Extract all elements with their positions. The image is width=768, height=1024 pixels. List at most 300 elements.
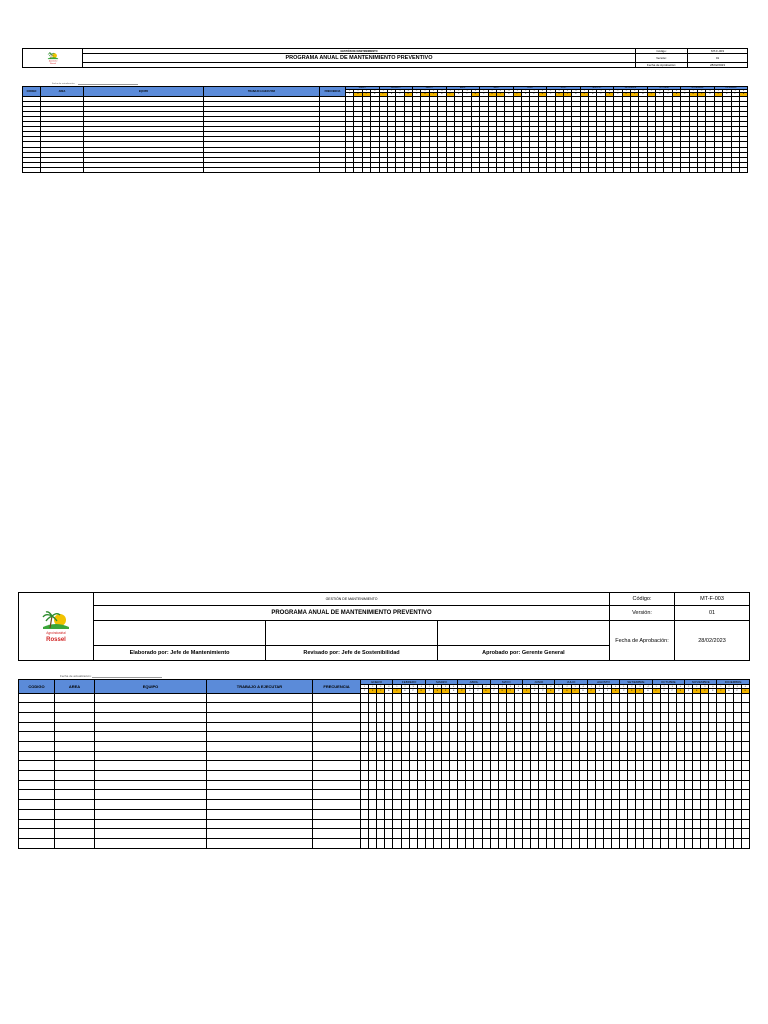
table-cell[interactable] <box>207 819 313 829</box>
week-cell[interactable] <box>482 780 490 790</box>
week-cell[interactable] <box>725 703 733 713</box>
week-cell[interactable] <box>438 167 446 172</box>
week-cell[interactable] <box>733 809 741 819</box>
week-cell[interactable] <box>652 751 660 761</box>
week-cell[interactable] <box>701 693 709 703</box>
week-cell[interactable] <box>628 712 636 722</box>
week-cell[interactable] <box>639 167 647 172</box>
week-cell[interactable] <box>628 838 636 848</box>
week-cell[interactable] <box>393 809 401 819</box>
week-cell[interactable] <box>717 771 725 781</box>
week-cell[interactable] <box>612 732 620 742</box>
week-cell[interactable] <box>571 800 579 810</box>
week-cell[interactable] <box>361 722 369 732</box>
week-cell[interactable] <box>442 819 450 829</box>
week-cell[interactable] <box>676 819 684 829</box>
week-cell[interactable] <box>506 790 514 800</box>
week-cell[interactable] <box>676 693 684 703</box>
week-cell[interactable] <box>547 838 555 848</box>
week-cell[interactable] <box>450 790 458 800</box>
table-cell[interactable] <box>207 751 313 761</box>
week-cell[interactable] <box>603 751 611 761</box>
week-cell[interactable] <box>361 751 369 761</box>
week-cell[interactable] <box>555 732 563 742</box>
week-cell[interactable] <box>676 732 684 742</box>
week-cell[interactable] <box>595 732 603 742</box>
week-cell[interactable] <box>733 742 741 752</box>
week-cell[interactable] <box>474 780 482 790</box>
week-cell[interactable] <box>539 829 547 839</box>
week-cell[interactable] <box>425 693 433 703</box>
week-cell[interactable] <box>458 809 466 819</box>
week-cell[interactable] <box>466 722 474 732</box>
week-cell[interactable] <box>628 790 636 800</box>
week-cell[interactable] <box>498 712 506 722</box>
week-cell[interactable] <box>587 703 595 713</box>
week-cell[interactable] <box>697 167 705 172</box>
week-cell[interactable] <box>539 693 547 703</box>
week-cell[interactable] <box>612 693 620 703</box>
week-cell[interactable] <box>482 693 490 703</box>
week-cell[interactable] <box>506 712 514 722</box>
week-cell[interactable] <box>433 819 441 829</box>
week-cell[interactable] <box>474 742 482 752</box>
week-cell[interactable] <box>458 829 466 839</box>
week-cell[interactable] <box>660 790 668 800</box>
week-cell[interactable] <box>741 722 749 732</box>
week-cell[interactable] <box>466 703 474 713</box>
table-cell[interactable] <box>19 732 55 742</box>
week-cell[interactable] <box>741 761 749 771</box>
table-cell[interactable] <box>207 771 313 781</box>
week-cell[interactable] <box>385 751 393 761</box>
week-cell[interactable] <box>701 838 709 848</box>
week-cell[interactable] <box>725 800 733 810</box>
week-cell[interactable] <box>595 800 603 810</box>
week-cell[interactable] <box>514 703 522 713</box>
week-cell[interactable] <box>393 703 401 713</box>
week-cell[interactable] <box>652 790 660 800</box>
table-cell[interactable] <box>19 712 55 722</box>
week-cell[interactable] <box>498 771 506 781</box>
week-cell[interactable] <box>636 790 644 800</box>
week-cell[interactable] <box>401 800 409 810</box>
week-cell[interactable] <box>660 809 668 819</box>
week-cell[interactable] <box>523 790 531 800</box>
week-cell[interactable] <box>425 712 433 722</box>
week-cell[interactable] <box>701 800 709 810</box>
week-cell[interactable] <box>482 722 490 732</box>
week-cell[interactable] <box>652 712 660 722</box>
week-cell[interactable] <box>482 800 490 810</box>
week-cell[interactable] <box>701 829 709 839</box>
week-cell[interactable] <box>385 693 393 703</box>
week-cell[interactable] <box>709 712 717 722</box>
week-cell[interactable] <box>660 800 668 810</box>
table-cell[interactable] <box>41 167 84 172</box>
table-cell[interactable] <box>55 703 95 713</box>
week-cell[interactable] <box>612 751 620 761</box>
week-cell[interactable] <box>660 722 668 732</box>
table-cell[interactable] <box>313 800 361 810</box>
week-cell[interactable] <box>595 829 603 839</box>
week-cell[interactable] <box>587 800 595 810</box>
week-cell[interactable] <box>612 703 620 713</box>
week-cell[interactable] <box>717 761 725 771</box>
week-cell[interactable] <box>579 712 587 722</box>
week-cell[interactable] <box>595 771 603 781</box>
week-cell[interactable] <box>636 771 644 781</box>
week-cell[interactable] <box>488 167 496 172</box>
week-cell[interactable] <box>425 732 433 742</box>
week-cell[interactable] <box>693 800 701 810</box>
week-cell[interactable] <box>701 712 709 722</box>
week-cell[interactable] <box>676 780 684 790</box>
week-cell[interactable] <box>636 780 644 790</box>
week-cell[interactable] <box>409 809 417 819</box>
week-cell[interactable] <box>369 693 377 703</box>
week-cell[interactable] <box>741 693 749 703</box>
week-cell[interactable] <box>433 761 441 771</box>
week-cell[interactable] <box>387 167 395 172</box>
week-cell[interactable] <box>555 712 563 722</box>
week-cell[interactable] <box>676 761 684 771</box>
week-cell[interactable] <box>620 829 628 839</box>
week-cell[interactable] <box>417 829 425 839</box>
week-cell[interactable] <box>603 742 611 752</box>
week-cell[interactable] <box>580 167 588 172</box>
table-cell[interactable] <box>313 790 361 800</box>
table-cell[interactable] <box>95 732 207 742</box>
week-cell[interactable] <box>571 838 579 848</box>
week-cell[interactable] <box>595 693 603 703</box>
week-cell[interactable] <box>595 790 603 800</box>
week-cell[interactable] <box>417 819 425 829</box>
week-cell[interactable] <box>620 712 628 722</box>
table-cell[interactable] <box>19 771 55 781</box>
week-cell[interactable] <box>393 722 401 732</box>
week-cell[interactable] <box>371 167 379 172</box>
week-cell[interactable] <box>361 732 369 742</box>
week-cell[interactable] <box>579 771 587 781</box>
week-cell[interactable] <box>498 838 506 848</box>
week-cell[interactable] <box>539 732 547 742</box>
week-cell[interactable] <box>644 790 652 800</box>
table-cell[interactable] <box>55 809 95 819</box>
week-cell[interactable] <box>450 742 458 752</box>
table-cell[interactable] <box>313 829 361 839</box>
week-cell[interactable] <box>725 809 733 819</box>
week-cell[interactable] <box>595 712 603 722</box>
week-cell[interactable] <box>466 761 474 771</box>
week-cell[interactable] <box>458 703 466 713</box>
week-cell[interactable] <box>539 703 547 713</box>
week-cell[interactable] <box>685 742 693 752</box>
table-cell[interactable] <box>19 809 55 819</box>
week-cell[interactable] <box>620 693 628 703</box>
week-cell[interactable] <box>385 703 393 713</box>
week-cell[interactable] <box>490 771 498 781</box>
week-cell[interactable] <box>369 829 377 839</box>
week-cell[interactable] <box>595 819 603 829</box>
week-cell[interactable] <box>563 829 571 839</box>
week-cell[interactable] <box>425 761 433 771</box>
week-cell[interactable] <box>498 819 506 829</box>
week-cell[interactable] <box>571 732 579 742</box>
table-cell[interactable] <box>95 703 207 713</box>
week-cell[interactable] <box>717 693 725 703</box>
week-cell[interactable] <box>514 819 522 829</box>
week-cell[interactable] <box>603 780 611 790</box>
week-cell[interactable] <box>354 167 362 172</box>
week-cell[interactable] <box>425 790 433 800</box>
week-cell[interactable] <box>450 712 458 722</box>
week-cell[interactable] <box>514 780 522 790</box>
week-cell[interactable] <box>668 732 676 742</box>
week-cell[interactable] <box>563 722 571 732</box>
table-cell[interactable] <box>55 790 95 800</box>
week-cell[interactable] <box>514 742 522 752</box>
week-cell[interactable] <box>636 800 644 810</box>
week-cell[interactable] <box>482 809 490 819</box>
week-cell[interactable] <box>571 819 579 829</box>
week-cell[interactable] <box>409 838 417 848</box>
week-cell[interactable] <box>442 829 450 839</box>
week-cell[interactable] <box>474 800 482 810</box>
week-cell[interactable] <box>539 809 547 819</box>
week-cell[interactable] <box>523 742 531 752</box>
week-cell[interactable] <box>660 703 668 713</box>
week-cell[interactable] <box>514 722 522 732</box>
week-cell[interactable] <box>660 780 668 790</box>
week-cell[interactable] <box>531 761 539 771</box>
week-cell[interactable] <box>636 761 644 771</box>
week-cell[interactable] <box>563 703 571 713</box>
week-cell[interactable] <box>442 790 450 800</box>
week-cell[interactable] <box>482 819 490 829</box>
week-cell[interactable] <box>685 819 693 829</box>
week-cell[interactable] <box>563 761 571 771</box>
week-cell[interactable] <box>628 780 636 790</box>
week-cell[interactable] <box>555 167 563 172</box>
week-cell[interactable] <box>731 167 739 172</box>
table-cell[interactable] <box>55 742 95 752</box>
week-cell[interactable] <box>636 829 644 839</box>
week-cell[interactable] <box>579 829 587 839</box>
week-cell[interactable] <box>741 712 749 722</box>
week-cell[interactable] <box>531 771 539 781</box>
week-cell[interactable] <box>466 751 474 761</box>
table-cell[interactable] <box>207 693 313 703</box>
table-cell[interactable] <box>95 838 207 848</box>
week-cell[interactable] <box>377 771 385 781</box>
week-cell[interactable] <box>587 761 595 771</box>
week-cell[interactable] <box>612 771 620 781</box>
week-cell[interactable] <box>506 742 514 752</box>
week-cell[interactable] <box>563 167 571 172</box>
week-cell[interactable] <box>701 751 709 761</box>
week-cell[interactable] <box>693 819 701 829</box>
week-cell[interactable] <box>377 819 385 829</box>
week-cell[interactable] <box>482 742 490 752</box>
week-cell[interactable] <box>539 790 547 800</box>
table-cell[interactable] <box>95 800 207 810</box>
week-cell[interactable] <box>474 819 482 829</box>
table-cell[interactable] <box>207 800 313 810</box>
week-cell[interactable] <box>587 742 595 752</box>
week-cell[interactable] <box>393 800 401 810</box>
table-cell[interactable] <box>95 771 207 781</box>
week-cell[interactable] <box>693 809 701 819</box>
week-cell[interactable] <box>725 819 733 829</box>
week-cell[interactable] <box>393 838 401 848</box>
week-cell[interactable] <box>563 771 571 781</box>
week-cell[interactable] <box>587 838 595 848</box>
week-cell[interactable] <box>385 819 393 829</box>
week-cell[interactable] <box>587 693 595 703</box>
week-cell[interactable] <box>664 167 672 172</box>
week-cell[interactable] <box>458 771 466 781</box>
week-cell[interactable] <box>741 780 749 790</box>
week-cell[interactable] <box>555 790 563 800</box>
week-cell[interactable] <box>628 742 636 752</box>
week-cell[interactable] <box>506 693 514 703</box>
week-cell[interactable] <box>668 780 676 790</box>
table-cell[interactable] <box>313 809 361 819</box>
table-cell[interactable] <box>23 167 41 172</box>
week-cell[interactable] <box>425 771 433 781</box>
week-cell[interactable] <box>555 819 563 829</box>
week-cell[interactable] <box>490 780 498 790</box>
week-cell[interactable] <box>717 790 725 800</box>
week-cell[interactable] <box>498 751 506 761</box>
week-cell[interactable] <box>531 819 539 829</box>
week-cell[interactable] <box>709 800 717 810</box>
week-cell[interactable] <box>676 771 684 781</box>
week-cell[interactable] <box>377 790 385 800</box>
week-cell[interactable] <box>466 838 474 848</box>
week-cell[interactable] <box>409 761 417 771</box>
week-cell[interactable] <box>523 809 531 819</box>
table-cell[interactable] <box>207 809 313 819</box>
week-cell[interactable] <box>693 703 701 713</box>
week-cell[interactable] <box>628 693 636 703</box>
week-cell[interactable] <box>466 771 474 781</box>
week-cell[interactable] <box>523 829 531 839</box>
table-cell[interactable] <box>207 829 313 839</box>
week-cell[interactable] <box>446 167 454 172</box>
week-cell[interactable] <box>531 693 539 703</box>
table-cell[interactable] <box>95 751 207 761</box>
week-cell[interactable] <box>701 722 709 732</box>
week-cell[interactable] <box>514 751 522 761</box>
week-cell[interactable] <box>474 732 482 742</box>
week-cell[interactable] <box>603 790 611 800</box>
week-cell[interactable] <box>442 703 450 713</box>
week-cell[interactable] <box>433 722 441 732</box>
week-cell[interactable] <box>393 780 401 790</box>
week-cell[interactable] <box>442 780 450 790</box>
week-cell[interactable] <box>429 167 437 172</box>
table-cell[interactable] <box>207 742 313 752</box>
week-cell[interactable] <box>628 829 636 839</box>
week-cell[interactable] <box>490 790 498 800</box>
week-cell[interactable] <box>458 780 466 790</box>
week-cell[interactable] <box>620 838 628 848</box>
week-cell[interactable] <box>454 167 462 172</box>
week-cell[interactable] <box>620 790 628 800</box>
week-cell[interactable] <box>685 780 693 790</box>
week-cell[interactable] <box>547 761 555 771</box>
week-cell[interactable] <box>717 780 725 790</box>
week-cell[interactable] <box>409 703 417 713</box>
week-cell[interactable] <box>514 800 522 810</box>
week-cell[interactable] <box>466 809 474 819</box>
week-cell[interactable] <box>652 761 660 771</box>
table-cell[interactable] <box>19 751 55 761</box>
week-cell[interactable] <box>733 693 741 703</box>
week-cell[interactable] <box>531 809 539 819</box>
week-cell[interactable] <box>685 751 693 761</box>
week-cell[interactable] <box>369 819 377 829</box>
week-cell[interactable] <box>709 829 717 839</box>
week-cell[interactable] <box>506 761 514 771</box>
week-cell[interactable] <box>362 167 370 172</box>
week-cell[interactable] <box>523 771 531 781</box>
week-cell[interactable] <box>595 722 603 732</box>
week-cell[interactable] <box>425 838 433 848</box>
table-cell[interactable] <box>95 809 207 819</box>
week-cell[interactable] <box>660 771 668 781</box>
week-cell[interactable] <box>644 703 652 713</box>
week-cell[interactable] <box>620 800 628 810</box>
week-cell[interactable] <box>490 809 498 819</box>
week-cell[interactable] <box>417 742 425 752</box>
week-cell[interactable] <box>458 761 466 771</box>
week-cell[interactable] <box>725 790 733 800</box>
week-cell[interactable] <box>733 712 741 722</box>
week-cell[interactable] <box>676 790 684 800</box>
week-cell[interactable] <box>523 780 531 790</box>
week-cell[interactable] <box>505 167 513 172</box>
table-cell[interactable] <box>207 838 313 848</box>
week-cell[interactable] <box>693 761 701 771</box>
week-cell[interactable] <box>425 809 433 819</box>
week-cell[interactable] <box>741 742 749 752</box>
week-cell[interactable] <box>450 809 458 819</box>
week-cell[interactable] <box>676 722 684 732</box>
week-cell[interactable] <box>668 771 676 781</box>
week-cell[interactable] <box>377 742 385 752</box>
week-cell[interactable] <box>579 751 587 761</box>
week-cell[interactable] <box>417 751 425 761</box>
week-cell[interactable] <box>417 703 425 713</box>
week-cell[interactable] <box>717 838 725 848</box>
week-cell[interactable] <box>701 732 709 742</box>
week-cell[interactable] <box>572 167 580 172</box>
week-cell[interactable] <box>442 742 450 752</box>
week-cell[interactable] <box>733 751 741 761</box>
week-cell[interactable] <box>425 751 433 761</box>
week-cell[interactable] <box>401 838 409 848</box>
table-cell[interactable] <box>313 703 361 713</box>
week-cell[interactable] <box>597 167 605 172</box>
week-cell[interactable] <box>644 722 652 732</box>
week-cell[interactable] <box>612 790 620 800</box>
week-cell[interactable] <box>506 703 514 713</box>
week-cell[interactable] <box>555 838 563 848</box>
week-cell[interactable] <box>595 780 603 790</box>
